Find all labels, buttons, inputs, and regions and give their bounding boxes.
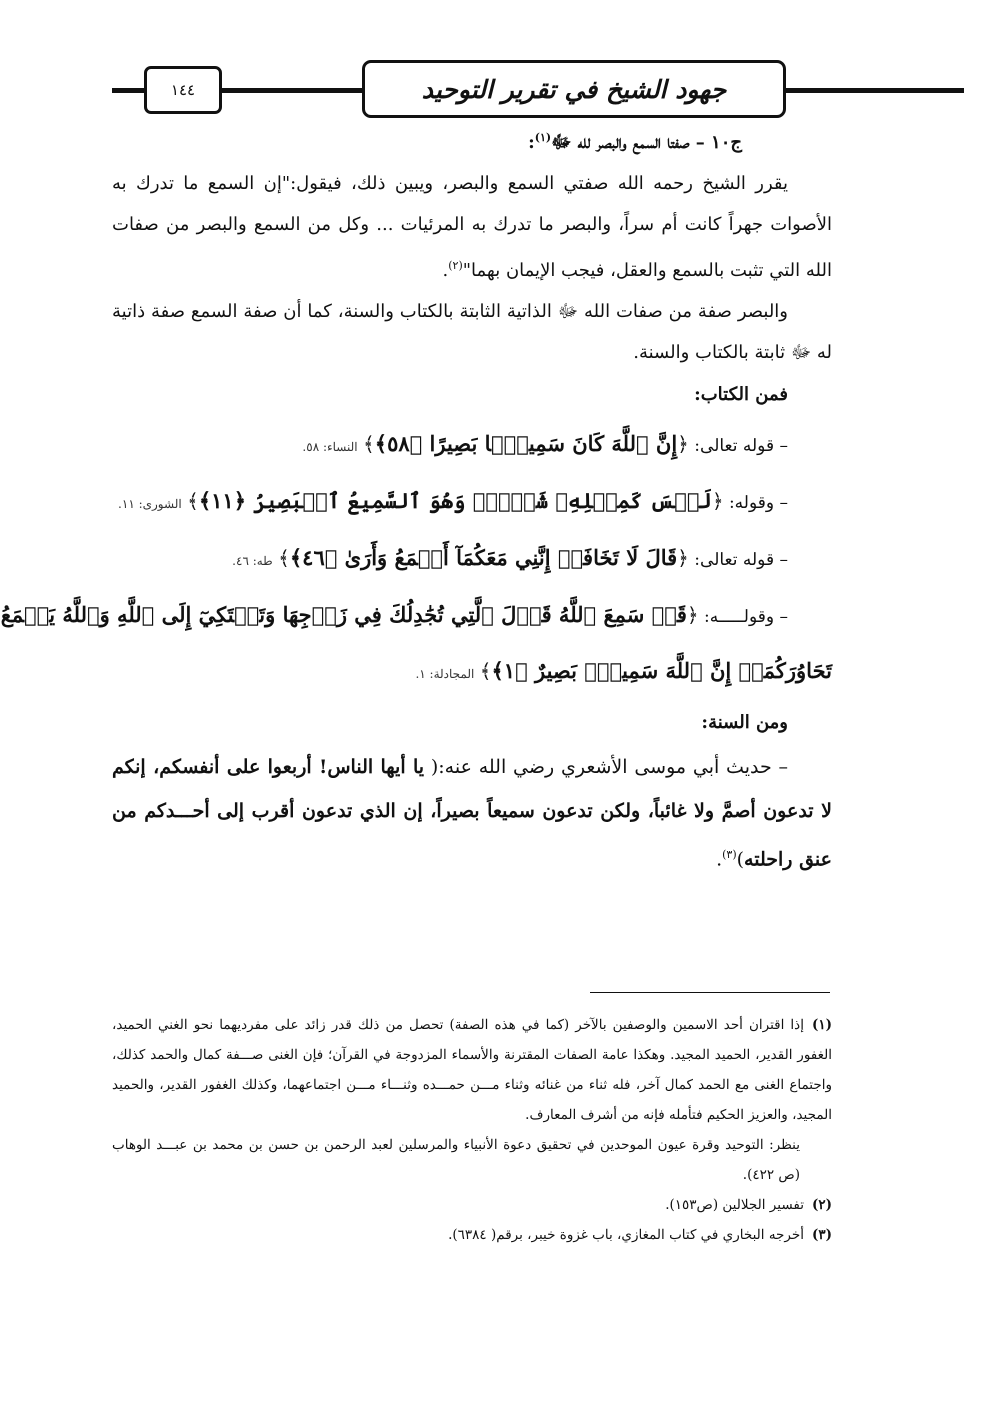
verse-line-4a	[0, 588, 832, 644]
footnote-text: أخرجه البخاري في كتاب المغازي، باب غزوة خيبر، برقم( ٦٣٨٤).	[448, 1227, 804, 1243]
verse-close-bracket: ﴾	[187, 489, 199, 513]
intro-1-period: .	[442, 260, 449, 281]
verse-line-4b	[112, 644, 832, 701]
footnote-number: (١)	[811, 1017, 832, 1033]
hadith-close: )	[736, 848, 745, 871]
verse-reference: الشورى: ١١.	[118, 497, 182, 511]
footnote-3	[112, 1220, 832, 1250]
verse-text: لَيۡسَ كَمِثۡلِهِۦ شَيۡءٞۖ وَهُوَ ٱلسَّمِيعُ ٱلۡبَصِيرُ ﴿١١﴾	[198, 488, 712, 513]
main-content	[0, 118, 832, 881]
verse-open-bracket: ﴿	[677, 432, 689, 456]
footnote-separator	[590, 992, 830, 993]
footnote-2	[112, 1190, 832, 1220]
from-sunnah-heading: ومن السنة:	[701, 712, 788, 733]
verse-open-bracket: ﴿	[711, 489, 724, 513]
verse-text: إِنَّ ٱللَّهَ كَانَ سَمِيعًۢا بَصِيرًا ﴿٥٨﴾	[374, 431, 678, 456]
section-heading-text: ج١٠ – صفتا السمع والبصر لله ﷻ	[551, 132, 742, 153]
running-title	[362, 60, 786, 118]
heading-colon: :	[528, 132, 535, 153]
intro-text-1: يقرر الشيخ رحمه الله صفتي السمع والبصر، ويبين ذلك، فيقول:"إن السمع ما تدرك به الأصوات جهراً كانت أم سراً، والبصر ما تدرك به المرئيات ... وكل من السمع والبصر من صفات الله التي تثبت بالسمع والعقل، فيجب الإيمان بهما"	[112, 173, 832, 281]
verse-line-1	[112, 417, 832, 474]
verse-line-3	[112, 531, 832, 588]
intro-paragraph-1	[112, 163, 832, 291]
footnote-1-source	[112, 1130, 832, 1190]
footnote-ref-1[interactable]: (١)	[534, 131, 552, 144]
verse-open-bracket: ﴿	[686, 603, 699, 627]
verse-reference: المجادلة: ١.	[415, 667, 475, 681]
verse-text: قَدۡ سَمِعَ ٱللَّهُ قَوۡلَ ٱلَّتِي تُجَٰدِلُكَ فِي زَوۡجِهَا وَتَشۡتَكِيٓ إِلَى ٱللَّهِ وَٱللَّهُ يَسۡمَعُ	[0, 602, 687, 627]
footnote-text: تفسير الجلالين (ص١٥٣).	[665, 1197, 804, 1213]
hadith-text: يا أيها الناس! أربعوا على أنفسكم، إنكم لا تدعون أصمَّ ولا غائباً، ولكن تدعون سميعاً بصيراً، إن الذي تدعون أقرب إلى أحـــدكم من عنق راحلته	[112, 756, 832, 871]
footnote-ref-2[interactable]: (٢)	[448, 259, 463, 272]
footnote-number: (٢)	[811, 1197, 832, 1213]
verse-close-bracket: ﴾	[479, 659, 492, 683]
verse-reference: النساء: ٥٨.	[302, 440, 358, 454]
verse-reference: طه: ٤٦.	[232, 554, 273, 568]
footnote-number: (٣)	[811, 1227, 832, 1243]
verse-line-2	[112, 474, 832, 531]
verse-close-bracket: ﴾	[278, 546, 290, 570]
running-title-text: جهود الشيخ في تقرير التوحيد	[421, 74, 727, 104]
from-book-heading: فمن الكتاب:	[694, 384, 788, 405]
verse-close-bracket: ﴾	[363, 432, 375, 456]
hadith-paragraph	[112, 745, 832, 881]
verse-lead: – وقوله:	[723, 493, 788, 513]
verse-text: تَحَاوُرَكُمَآۚ إِنَّ ٱللَّهَ سَمِيعُۢ بَصِيرٌ ﴿١﴾	[491, 658, 832, 683]
page-number-text: ١٤٤	[170, 81, 196, 99]
intro-paragraph-2: والبصر صفة من صفات الله ﷻ الذاتية الثابتة بالكتاب والسنة، كما أن صفة السمع صفة ذاتية له ﷻ ثابتة بالكتاب والسنة.	[112, 301, 832, 363]
verse-lead: – قوله تعالى:	[688, 436, 788, 456]
verse-lead: – قوله تعالى:	[688, 550, 788, 570]
verse-text: قَالَ لَا تَخَافَآۖ إِنَّنِي مَعَكُمَآ أَسۡمَعُ وَأَرَىٰ ﴿٤٦﴾	[289, 545, 678, 570]
page-number	[144, 66, 222, 114]
footnote-text: ينظر: التوحيد وقرة عيون الموحدين في تحقيق دعوة الأنبياء والمرسلين لعبد الرحمن بن حسن بن محمد بن عبـــد الوهاب (ص ٤٢٢).	[112, 1137, 800, 1183]
hadith-period: .	[716, 848, 723, 871]
footnote-ref-3[interactable]: (٣)	[722, 848, 737, 861]
footnotes	[112, 1010, 832, 1250]
footnote-1	[112, 1010, 832, 1130]
hadith-lead: – حديث أبي موسى الأشعري رضي الله عنه:(	[424, 756, 788, 778]
section-heading	[112, 118, 832, 163]
verse-lead: – وقولـــــه:	[698, 607, 788, 627]
footnote-text: إذا اقتران أحد الاسمين والوصفين بالآخر (كما في هذه الصفة) تحصل من ذلك قدر زائد على مفرديهما نحو الغني الحميد، الغفور القدير، الحميد المجيد. وهكذا عامة الصفات المقترنة والأسماء المزدوجة في القرآن؛ فإن الغنى صـــفة كمال والحمد كذلك، واجتماع الغنى مع الحمد كمال آخر، فله ثناء من غنائه وثناء مـــن حمـــده وثنـــاء مـــن اجتماعهما، وكذلك الغفور القدير، والحميد المجيد، والعزيز الحكيم فتأمله فإنه من أشرف المعارف.	[112, 1017, 832, 1123]
verse-open-bracket: ﴿	[677, 546, 689, 570]
